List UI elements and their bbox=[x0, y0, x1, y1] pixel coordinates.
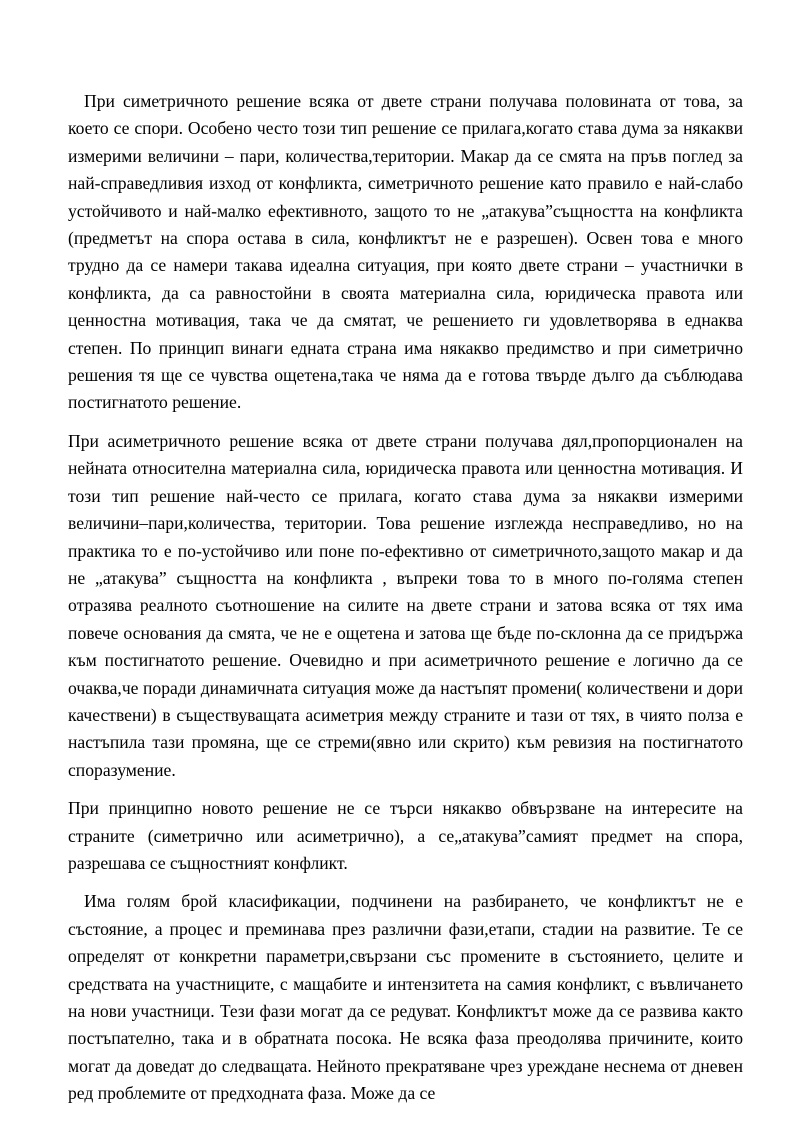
paragraph-principally-new-solution: При принципно новото решение не се търси някакво обвързване на интересите на страните (симетрично или асиметрично), а се„атакува”самият предмет на спора, разрешава се същностният конфликт. bbox=[68, 798, 743, 873]
paragraph-classifications: Има голям брой класификации, подчинени на разбирането, че конфликтът не е състояние, а процес и преминава през различни фази,етапи, стадии на развитие. Те се определят от конкретни параметри,свързани със промените в състоянието, целите и средствата на участниците, с мащабите и интензитета на самия конфликт, с въвличането на нови участници. Тези фази могат да се редуват. Конфликтът може да се развива както постъпателно, така и в обратната посока. Не всяка фаза преодолява причините, които могат да доведат до следващата. Нейното прекратяване чрез уреждане неснема от дневен ред проблемите от предходната фаза. Може да се bbox=[68, 891, 743, 1104]
document-text-column bbox=[68, 88, 743, 1108]
paragraph-symmetric-solution: При симетричното решение всяка от двете страни получава половината от това, за което се спори. Особено често този тип решение се прилага,когато става дума за някакви измерими величини – пари, количества,територии. Макар да се смята на пръв поглед за най-справедливия изход от конфликта, симетричното решение като правило е най-слабо устойчивото и най-малко ефективното, защото то не „атакува”същността на конфликта (предметът на спора остава в сила, конфликтът не е разрешен). Освен това е много трудно да се намери такава идеална ситуация, при която двете страни – участнички в конфликта, да са равностойни в своята материална сила, юридическа правота или ценностна мотивация, така че да смятат, че решението ги удовлетворява в еднаква степен. По принцип винаги едната страна има някакво предимство и при симетрично решения тя ще се чувства ощетена,така че няма да е готова твърде дълго да съблюдава постигнатото решение. bbox=[68, 91, 743, 413]
paragraph-asymmetric-solution: При асиметричното решение всяка от двете страни получава дял,пропорционален на нейната относителна материална сила, юридическа правота или ценностна мотивация. И този тип решение най-често се прилага, когато става дума за някакви измерими величини–пари,количества, територии. Това решение изглежда несправедливо, но на практика то е по-устойчиво или поне по-ефективно от симетричното,защото макар и да не „атакува” същността на конфликта , въпреки това то в много по-голяма степен отразява реалното съотношение на силите на двете страни и затова всяка от тях има повече основания да смята, че не е ощетена и затова ще бъде по-склонна да се придържа към постигнатото решение. Очевидно и при асиметричното решение е логично да се очаква,че поради динамичната ситуация може да настъпят промени( количествени и дори качествени) в съществуващата асиметрия между страните и тази от тях, в чиято полза е настъпила тази промяна, ще се стреми(явно или скрито) към ревизия на постигнатото споразумение. bbox=[68, 430, 743, 780]
